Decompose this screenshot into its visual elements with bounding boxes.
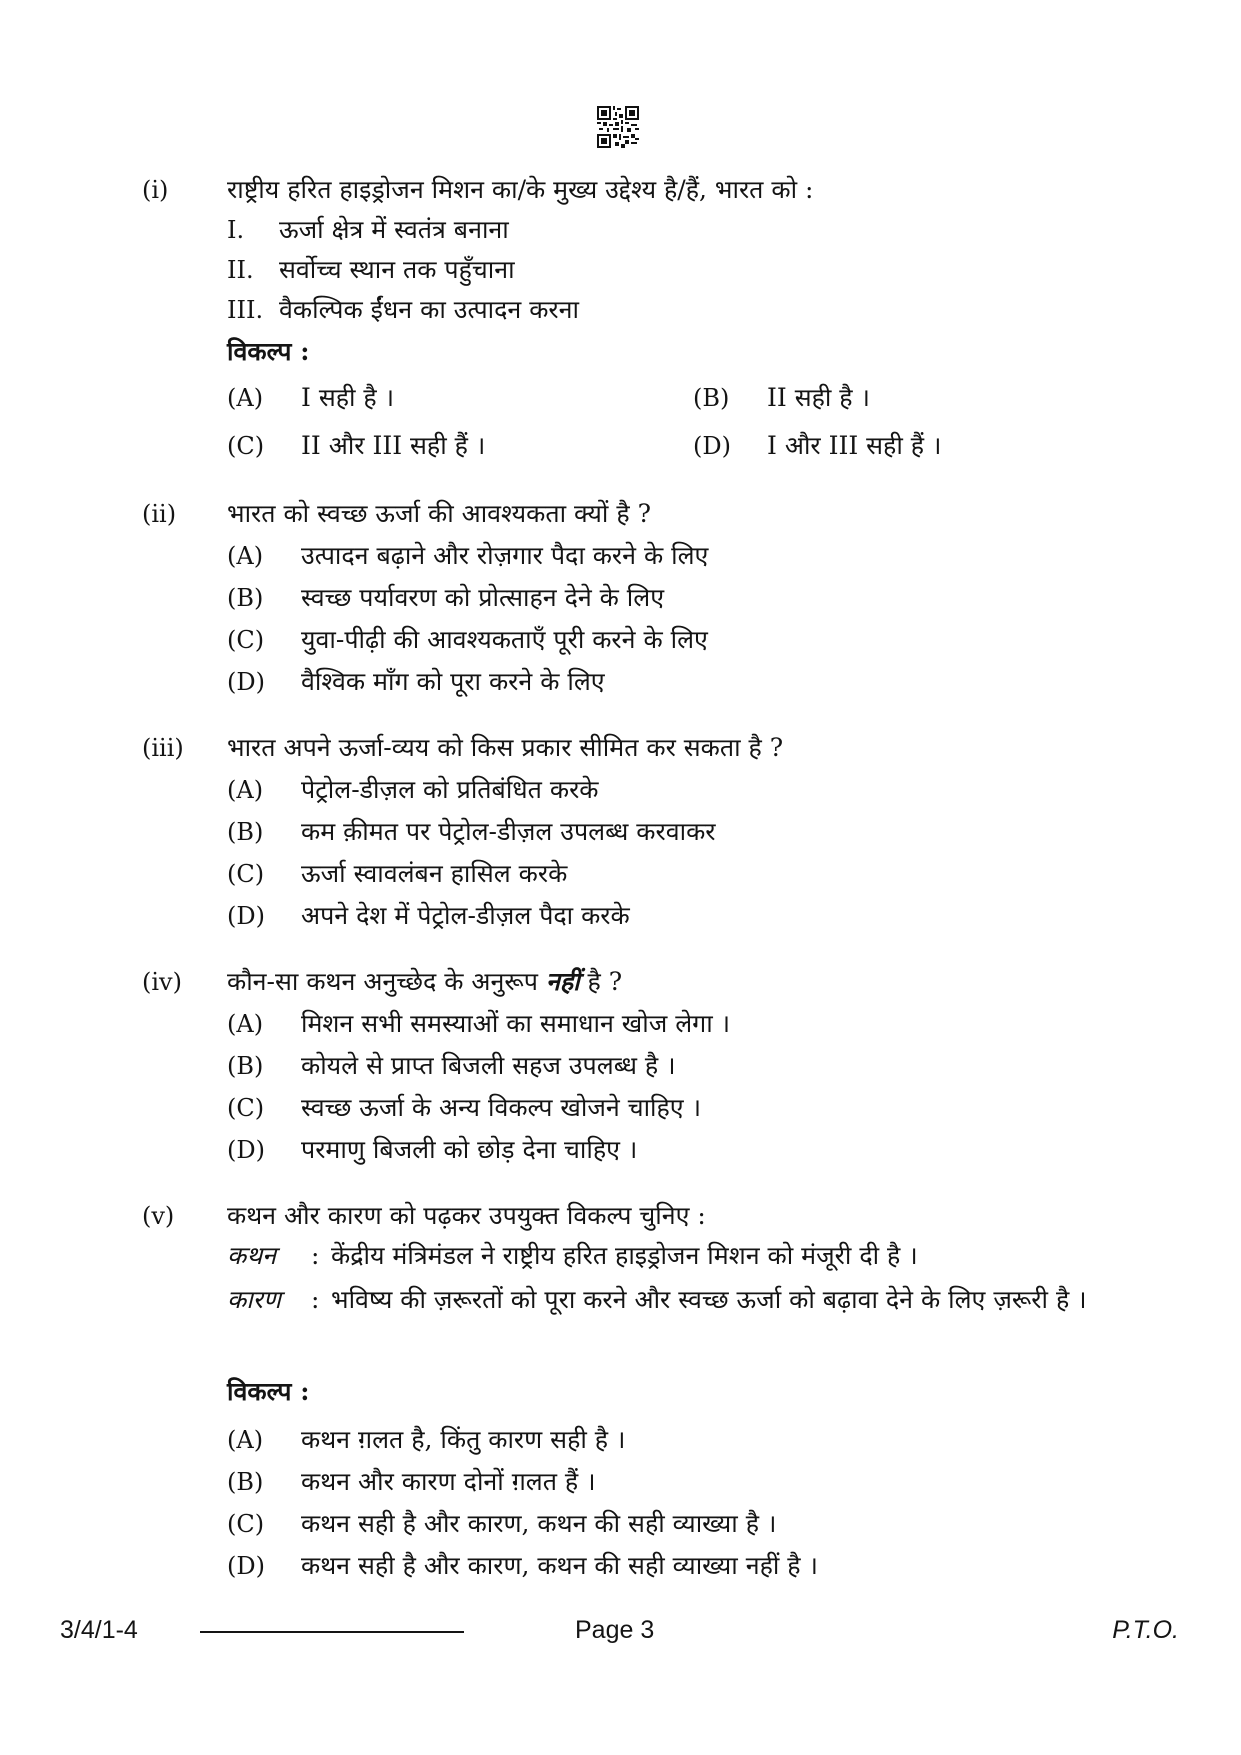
statement-text: ऊर्जा क्षेत्र में स्वतंत्र बनाना <box>279 215 509 244</box>
option-label: (C) <box>227 860 265 888</box>
option-text: कथन सही है और कारण, कथन की सही व्याख्या नहीं है । <box>301 1551 818 1580</box>
question-stem: राष्ट्रीय हरित हाइड्रोजन मिशन का/के मुख्य उद्देश्य है/हैं, भारत को : <box>227 175 814 204</box>
question-stem-start: कौन-सा कथन अनुच्छेद के अनुरूप <box>227 967 546 996</box>
option-item <box>693 426 941 466</box>
question-number: (iv) <box>142 968 182 996</box>
option-item <box>227 1130 637 1170</box>
option-text: स्वच्छ ऊर्जा के अन्य विकल्प खोजने चाहिए । <box>301 1093 702 1122</box>
reason-label: कारण <box>227 1285 281 1314</box>
option-item <box>227 1046 676 1086</box>
option-label: (C) <box>227 432 265 460</box>
statement-label: II. <box>227 256 254 284</box>
option-text: I सही है । <box>301 383 395 412</box>
statement-text: वैकल्पिक ईंधन का उत्पादन करना <box>279 295 579 324</box>
option-item <box>693 378 870 418</box>
option-item <box>227 378 394 418</box>
option-label: (A) <box>227 1426 264 1454</box>
option-text: कथन सही है और कारण, कथन की सही व्याख्या है । <box>301 1509 777 1538</box>
question-number: (v) <box>142 1202 175 1230</box>
option-label: (D) <box>227 668 265 696</box>
option-label: (B) <box>227 818 264 846</box>
option-label: (C) <box>227 626 265 654</box>
statement-item <box>227 250 515 290</box>
assertion-label: कथन <box>227 1241 277 1270</box>
option-text: उत्पादन बढ़ाने और रोज़गार पैदा करने के लिए <box>301 541 709 570</box>
question-stem: कथन और कारण को पढ़कर उपयुक्त विकल्प चुनिए : <box>227 1201 706 1230</box>
question-stem: भारत अपने ऊर्जा-व्यय को किस प्रकार सीमित कर सकता है ? <box>227 733 784 762</box>
option-label: (A) <box>227 384 264 412</box>
option-label: (B) <box>227 1468 264 1496</box>
statement-label: I. <box>227 216 245 244</box>
option-text: ऊर्जा स्वावलंबन हासिल करके <box>301 859 568 888</box>
option-item <box>227 1504 776 1544</box>
option-label: (A) <box>227 542 264 570</box>
question-stem-end: है ? <box>579 967 623 996</box>
option-text: कथन और कारण दोनों ग़लत हैं । <box>301 1467 596 1496</box>
option-item <box>227 896 630 936</box>
option-text: मिशन सभी समस्याओं का समाधान खोज लेगा । <box>301 1009 731 1038</box>
option-text: अपने देश में पेट्रोल-डीज़ल पैदा करके <box>301 901 630 930</box>
statement-label: III. <box>227 296 264 324</box>
statement-item <box>227 210 509 250</box>
option-item <box>227 620 708 660</box>
option-label: (A) <box>227 776 264 804</box>
option-text: कम क़ीमत पर पेट्रोल-डीज़ल उपलब्ध करवाकर <box>301 817 716 846</box>
option-text: II सही है । <box>767 383 870 412</box>
option-item <box>227 578 664 618</box>
question-stem-emphasis: नहीं <box>545 967 580 996</box>
reason-colon: : <box>311 1285 320 1314</box>
statement-item <box>227 290 579 330</box>
option-label: (D) <box>227 1552 265 1580</box>
option-text: स्वच्छ पर्यावरण को प्रोत्साहन देने के लिए <box>301 583 665 612</box>
option-text: I और III सही हैं । <box>767 431 942 460</box>
option-item <box>227 1088 701 1128</box>
assertion-text: केंद्रीय मंत्रिमंडल ने राष्ट्रीय हरित हाइड्रोजन मिशन को मंजूरी दी है । <box>331 1241 918 1270</box>
option-label: (D) <box>227 902 265 930</box>
option-text: कोयले से प्राप्त बिजली सहज उपलब्ध है । <box>301 1051 676 1080</box>
assertion-row <box>227 1234 1101 1278</box>
option-item <box>227 770 599 810</box>
page-footer <box>0 1610 1241 1650</box>
option-label: (B) <box>227 1052 264 1080</box>
question-number: (iii) <box>142 734 184 762</box>
option-item <box>227 854 567 894</box>
question-stem: भारत को स्वच्छ ऊर्जा की आवश्यकता क्यों है ? <box>227 499 651 528</box>
option-text: कथन ग़लत है, किंतु कारण सही है । <box>301 1425 626 1454</box>
pto-mark: P.T.O. <box>1112 1616 1179 1644</box>
question-number: (i) <box>142 176 169 204</box>
option-item <box>227 1420 625 1460</box>
option-text: II और III सही हैं । <box>301 431 486 460</box>
option-text: पेट्रोल-डीज़ल को प्रतिबंधित करके <box>301 775 599 804</box>
question-stem <box>227 962 1111 1002</box>
option-item <box>227 812 716 852</box>
option-text: युवा-पीढ़ी की आवश्यकताएँ पूरी करने के लिए <box>301 625 708 654</box>
reason-row <box>227 1278 1101 1322</box>
assertion-colon: : <box>311 1241 320 1270</box>
option-item <box>227 1546 818 1586</box>
question-number: (ii) <box>142 500 177 528</box>
option-label: (C) <box>227 1510 265 1538</box>
option-label: (B) <box>693 384 730 412</box>
option-label: (D) <box>227 1136 265 1164</box>
qr-code <box>597 106 639 148</box>
options-heading: विकल्प : <box>227 337 310 366</box>
option-item <box>227 662 605 702</box>
option-label: (B) <box>227 584 264 612</box>
reason-text: भविष्य की ज़रूरतों को पूरा करने और स्वच्छ ऊर्जा को बढ़ावा देने के लिए ज़रूरी है । <box>331 1285 1087 1314</box>
option-item <box>227 536 708 576</box>
statement-text: सर्वोच्च स्थान तक पहुँचाना <box>279 255 515 284</box>
option-item <box>227 1004 730 1044</box>
option-text: वैश्विक माँग को पूरा करने के लिए <box>301 667 605 696</box>
option-text: परमाणु बिजली को छोड़ देना चाहिए । <box>301 1135 638 1164</box>
option-item <box>227 1462 596 1502</box>
option-label: (C) <box>227 1094 265 1122</box>
footer-rule <box>200 1631 464 1633</box>
option-label: (A) <box>227 1010 264 1038</box>
page-number: Page 3 <box>575 1616 655 1644</box>
option-label: (D) <box>693 432 731 460</box>
options-heading: विकल्प : <box>227 1377 310 1406</box>
option-item <box>227 426 485 466</box>
paper-code: 3/4/1-4 <box>60 1616 138 1644</box>
